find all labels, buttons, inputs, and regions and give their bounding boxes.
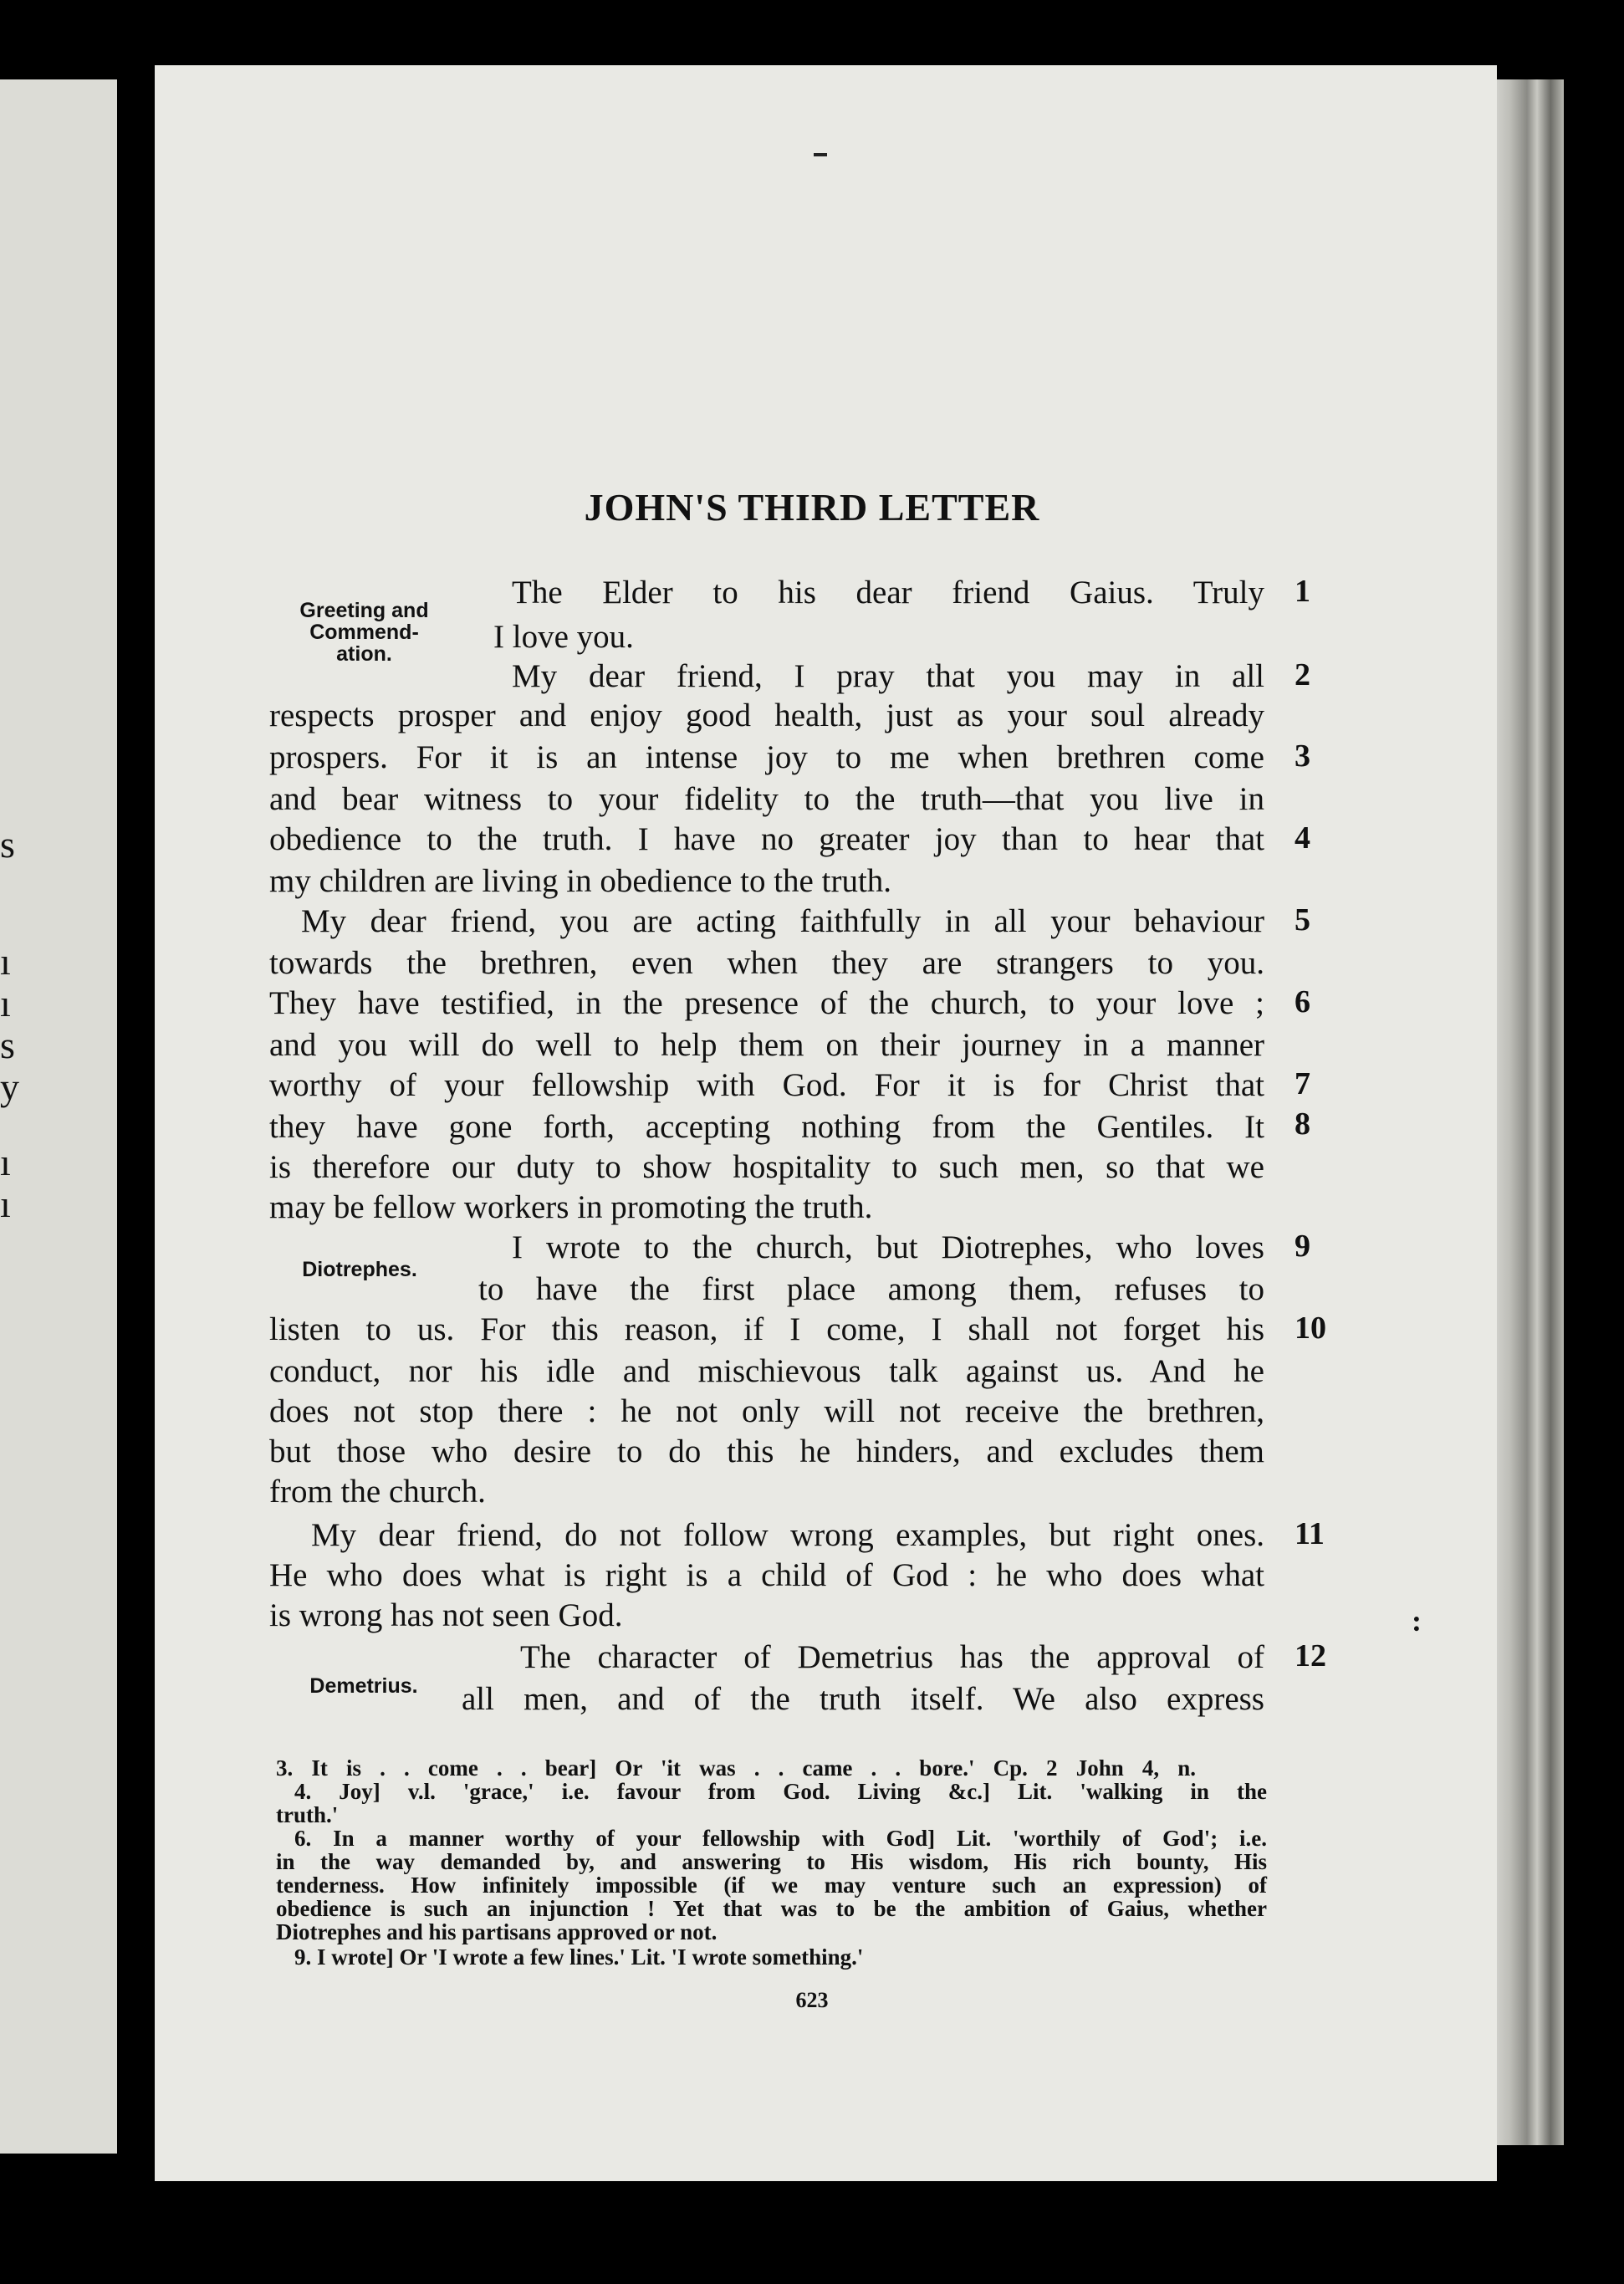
body-line: my children are living in obedience to the truth. bbox=[269, 863, 892, 899]
footnote-line: 3. It is . . come . . bear] Or 'it was . . came . . bore.' Cp. 2 John 4, n. bbox=[276, 1755, 1196, 1781]
body-line: They have testified, in the presence of the church, to your love ; bbox=[269, 985, 1264, 1021]
body-line: respects prosper and enjoy good health, just as your soul already bbox=[269, 697, 1264, 733]
body-line: My dear friend, do not follow wrong examples, but right ones. bbox=[311, 1517, 1264, 1553]
side-heading-line: Diotrephes. bbox=[302, 1258, 417, 1281]
body-line: does not stop there : he not only will not receive the brethren, bbox=[269, 1393, 1264, 1429]
side-heading-line: ation. bbox=[336, 642, 392, 666]
body-line: My dear friend, you are acting faithfully in all your behaviour bbox=[301, 903, 1264, 939]
body-line: prospers. For it is an intense joy to me when brethren come bbox=[269, 739, 1264, 775]
verse-number: 12 bbox=[1295, 1638, 1326, 1673]
verse-number: 10 bbox=[1295, 1311, 1326, 1346]
left-mark: s bbox=[0, 823, 15, 866]
verse-number: 7 bbox=[1295, 1066, 1310, 1101]
side-heading-diotrephes bbox=[284, 1259, 435, 1280]
body-line: conduct, nor his idle and mischievous talk against us. And he bbox=[269, 1353, 1264, 1389]
left-mark: y bbox=[0, 1065, 19, 1108]
left-mark: ı bbox=[0, 940, 11, 983]
verse-number: 8 bbox=[1295, 1106, 1310, 1142]
body-line: from the church. bbox=[269, 1474, 486, 1510]
footnote-line: in the way demanded by, and answering to His wisdom, His rich bounty, His bbox=[276, 1849, 1267, 1874]
page-number: 623 bbox=[795, 1988, 829, 2012]
side-heading-line: Greeting and bbox=[299, 599, 429, 622]
page-stack-edge bbox=[1497, 79, 1564, 2145]
verse-number: 2 bbox=[1295, 657, 1310, 692]
verse-number: 9 bbox=[1295, 1229, 1310, 1264]
footnote-line: Diotrephes and his partisans approved or not. bbox=[276, 1919, 718, 1944]
body-line: they have gone forth, accepting nothing from the Gentiles. It bbox=[269, 1109, 1264, 1145]
body-line: The character of Demetrius has the approval of bbox=[520, 1639, 1264, 1675]
footnote-line: truth.' bbox=[276, 1802, 339, 1827]
side-heading-greeting bbox=[274, 600, 454, 665]
verse-number: 5 bbox=[1295, 902, 1310, 938]
body-line: The Elder to his dear friend Gaius. Truly bbox=[512, 575, 1264, 611]
left-margin-marks bbox=[0, 824, 33, 1225]
verse-number: 6 bbox=[1295, 984, 1310, 1019]
margin-colon-mark: : bbox=[1412, 1604, 1422, 1638]
left-mark: ı bbox=[0, 1183, 11, 1225]
body-line: I love you. bbox=[493, 619, 634, 655]
left-mark: ı bbox=[0, 1141, 11, 1183]
body-line: but those who desire to do this he hinders, and excludes them bbox=[269, 1433, 1264, 1469]
side-heading-demetrius bbox=[293, 1675, 435, 1697]
body-line: He who does what is right is a child of God : he who does what bbox=[269, 1557, 1264, 1593]
verse-number: 4 bbox=[1295, 820, 1310, 856]
footnote-line: 4. Joy] v.l. 'grace,' i.e. favour from God. Living &c.] Lit. 'walking in the bbox=[294, 1779, 1267, 1804]
verse-number: 11 bbox=[1295, 1516, 1325, 1551]
footnote-line: 9. I wrote] Or 'I wrote a few lines.' Lit. 'I wrote something.' bbox=[294, 1944, 864, 1970]
top-dash-mark bbox=[814, 153, 827, 156]
body-line: towards the brethren, even when they are strangers to you. bbox=[269, 945, 1264, 981]
verse-number: 1 bbox=[1295, 574, 1310, 609]
body-line: I wrote to the church, but Diotrephes, who loves bbox=[512, 1229, 1264, 1265]
body-line: to have the first place among them, refuses to bbox=[478, 1271, 1264, 1307]
verse-number: 3 bbox=[1295, 738, 1310, 774]
body-line: worthy of your fellowship with God. For it is for Christ that bbox=[269, 1067, 1264, 1103]
body-line: is wrong has not seen God. bbox=[269, 1597, 623, 1633]
page-title: JOHN'S THIRD LETTER bbox=[584, 486, 1040, 529]
side-heading-line: Commend- bbox=[309, 621, 419, 644]
body-line: listen to us. For this reason, if I come, I shall not forget his bbox=[269, 1311, 1264, 1347]
body-line: is therefore our duty to show hospitality to such men, so that we bbox=[269, 1149, 1264, 1185]
side-heading-line: Demetrius. bbox=[309, 1674, 418, 1698]
footnote-line: tenderness. How infinitely impossible (if we may venture such an expression) of bbox=[276, 1873, 1267, 1898]
footnote-line: 6. In a manner worthy of your fellowship with God] Lit. 'worthily of God'; i.e. bbox=[294, 1826, 1267, 1851]
left-mark: ı bbox=[0, 982, 11, 1024]
body-line: and you will do well to help them on their journey in a manner bbox=[269, 1027, 1264, 1063]
body-line: and bear witness to your fidelity to the truth—that you live in bbox=[269, 781, 1264, 817]
footnote-line: obedience is such an injunction ! Yet that was to be the ambition of Gaius, whether bbox=[276, 1896, 1267, 1921]
body-line: all men, and of the truth itself. We also express bbox=[462, 1681, 1264, 1717]
body-line: obedience to the truth. I have no greater joy than to hear that bbox=[269, 821, 1264, 857]
left-mark: s bbox=[0, 1024, 15, 1066]
body-line: My dear friend, I pray that you may in all bbox=[512, 658, 1264, 694]
body-line: may be fellow workers in promoting the truth. bbox=[269, 1189, 873, 1225]
